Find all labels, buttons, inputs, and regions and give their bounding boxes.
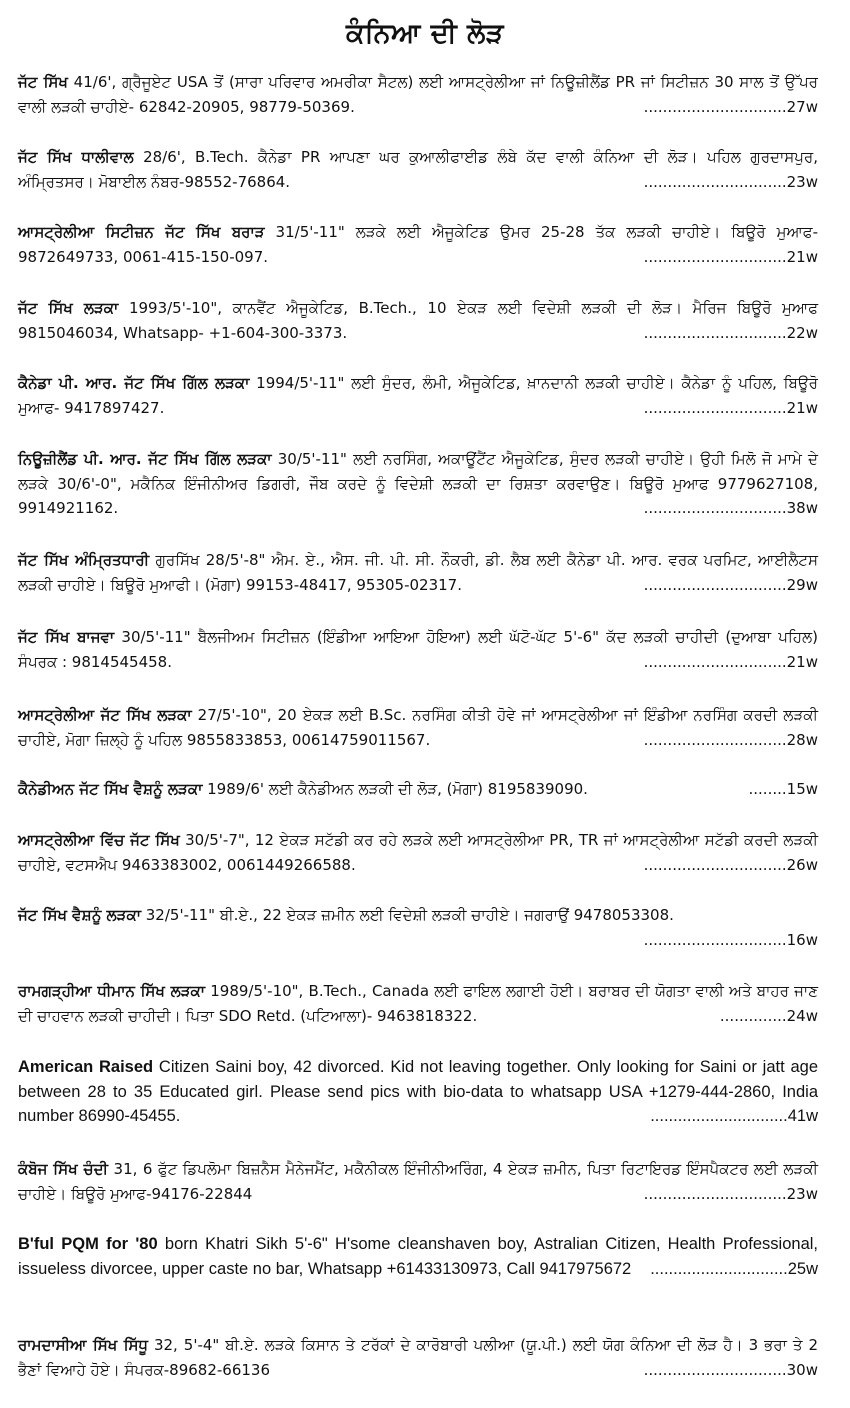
ad-code: ..............................21w bbox=[643, 398, 818, 417]
classified-ad bbox=[18, 903, 818, 952]
ad-text: Citizen Saini boy, 42 divorced. Kid not leaving together. Only looking for Saini or jatt age between 28 to 35 Educated girl. Please send pics with bio-data to whatsapp USA +1279-444-2860, India number 86990-45455. bbox=[18, 1058, 818, 1125]
ad-text: 32, 5'-4" ਬੀ.ਏ. ਲੜਕੇ ਕਿਸਾਨ ਤੇ ਟਰੱਕਾਂ ਦੇ ਕਾਰੋਬਾਰੀ ਪਲੀਆ (ਯੂ.ਪੀ.) ਲਈ ਯੋਗ ਕੰਨਿਆ ਦੀ ਲੋੜ ਹੈ। 3 ਭਰਾ ਤੇ 2 ਭੈਣਾਂ ਵਿਆਹੇ ਹੋਏ। ਸੰਪਰਕ-89682-66136 bbox=[18, 1336, 818, 1379]
ad-code: ..............................28w bbox=[643, 730, 818, 749]
ad-code: ..............................21w bbox=[643, 652, 818, 671]
ad-lead: ਜੱਟ ਸਿੱਖ ਲੜਕਾ bbox=[18, 299, 119, 317]
ad-text: 31/5'-11" ਲੜਕੇ ਲਈ ਐਜੂਕੇਟਿਡ ਉਮਰ 25-28 ਤੱਕ ਲੜਕੀ ਚਾਹੀਏ। ਬਿਊਰੋ ਮੁਆਫ- 9872649733, 0061-415-150-097. bbox=[18, 223, 818, 266]
ad-lead: ਕੈਨੇਡੀਅਨ ਜੱਟ ਸਿੱਖ ਵੈਸ਼ਨੂੰ ਲੜਕਾ bbox=[18, 780, 203, 798]
classified-ad bbox=[18, 828, 818, 877]
ad-code: ..............................23w bbox=[643, 1184, 818, 1203]
ad-text: 30/5'-11" ਲਈ ਨਰਸਿੰਗ, ਅਕਾਊਂਟੈਂਟ ਐਜੂਕੇਟਿਡ, ਸੁੰਦਰ ਲੜਕੀ ਚਾਹੀਏ। ਉਹੀ ਮਿਲੋ ਜੋ ਮਾਮੇ ਦੇ ਲੜਕੇ 30/6'-0", ਮਕੈਨਿਕ ਇੰਜੀਨੀਅਰ ਡਿਗਰੀ, ਜੌਬ ਕਰਦੇ ਨੂੰ ਵਿਦੇਸ਼ੀ ਲੜਕੀ ਦਾ ਰਿਸ਼ਤਾ ਕਰਵਾਉਣ। ਬਿਊਰੋ ਮੁਆਫ 9779627108, 9914921162. bbox=[18, 450, 818, 517]
ad-text: 1994/5'-11" ਲਈ ਸੁੰਦਰ, ਲੰਮੀ, ਐਜੂਕੇਟਿਡ, ਖ਼ਾਨਦਾਨੀ ਲੜਕੀ ਚਾਹੀਏ। ਕੈਨੇਡਾ ਨੂੰ ਪਹਿਲ, ਬਿਊਰੋ ਮੁਆਫ- 9417897427. bbox=[18, 374, 818, 417]
ad-text: born Khatri Sikh 5'-6" H'some cleanshaven boy, Astralian Citizen, Health Professional, issueless divorcee, upper caste no bar, Whatsapp +61433130973, Call 9417975672 bbox=[18, 1235, 818, 1278]
ad-code: ..............................26w bbox=[643, 855, 818, 874]
ad-text: 27/5'-10", 20 ਏਕੜ ਲਈ B.Sc. ਨਰਸਿੰਗ ਕੀਤੀ ਹੋਵੇ ਜਾਂ ਆਸਟ੍ਰੇਲੀਆ ਜਾਂ ਇੰਡੀਆ ਨਰਸਿੰਗ ਕਰਦੀ ਲੜਕੀ ਚਾਹੀਏ, ਮੋਗਾ ਜ਼ਿਲ੍ਹੇ ਨੂੰ ਪਹਿਲ 9855833853, 00614759011567. bbox=[18, 706, 818, 749]
ad-text: 32/5'-11" ਬੀ.ਏ., 22 ਏਕੜ ਜ਼ਮੀਨ ਲਈ ਵਿਦੇਸ਼ੀ ਲੜਕੀ ਚਾਹੀਏ। ਜਗਰਾਉਂ 9478053308. bbox=[141, 906, 674, 924]
classified-ad bbox=[18, 703, 818, 752]
ad-code: ..............................27w bbox=[643, 97, 818, 116]
ad-code: ..............................30w bbox=[643, 1360, 818, 1379]
ad-lead: B'ful PQM for '80 bbox=[18, 1235, 158, 1253]
ad-text: 1989/6' ਲਈ ਕੈਨੇਡੀਅਨ ਲੜਕੀ ਦੀ ਲੋੜ, (ਮੋਗਾ) 8195839090. bbox=[202, 780, 588, 798]
ad-code: ........15w bbox=[748, 780, 818, 798]
ad-lead: ਕੰਬੋਜ ਸਿੱਖ ਚੰਦੀ bbox=[18, 1160, 109, 1178]
ad-code: ..............................21w bbox=[643, 247, 818, 266]
ad-lead: ਰਾਮਦਾਸੀਆ ਸਿੱਖ ਸਿੱਧੂ bbox=[18, 1336, 148, 1354]
classified-ad bbox=[18, 1333, 818, 1382]
ad-code: ..............24w bbox=[719, 1006, 818, 1025]
classified-ad bbox=[18, 371, 818, 420]
ad-lead: ਆਸਟ੍ਰੇਲੀਆ ਵਿੱਚ ਜੱਟ ਸਿੱਖ bbox=[18, 831, 180, 849]
ad-code: ..............................29w bbox=[643, 575, 818, 594]
ad-text: 41/6', ਗ੍ਰੈਜੂਏਟ USA ਤੋਂ (ਸਾਰਾ ਪਰਿਵਾਰ ਅਮਰੀਕਾ ਸੈਟਲ) ਲਈ ਆਸਟ੍ਰੇਲੀਆ ਜਾਂ ਨਿਊਜ਼ੀਲੈਂਡ PR ਜਾਂ ਸਿਟੀਜ਼ਨ 30 ਸਾਲ ਤੋਂ ਉੱਪਰ ਵਾਲੀ ਲੜਕੀ ਚਾਹੀਏ- 62842-20905, 98779-50369. bbox=[18, 73, 818, 116]
classified-ad bbox=[18, 1232, 818, 1281]
ad-code: ..............................41w bbox=[650, 1107, 818, 1125]
ad-lead: ਜੱਟ ਸਿੱਖ ਬਾਜਵਾ bbox=[18, 628, 115, 646]
ad-lead: ਰਾਮਗੜ੍ਹੀਆ ਧੀਮਾਨ ਸਿੱਖ ਲੜਕਾ bbox=[18, 982, 206, 1000]
classified-ad bbox=[18, 1055, 818, 1129]
ad-code: ..............................16w bbox=[643, 930, 818, 949]
ad-text: 30/5'-11" ਬੈਲਜੀਅਮ ਸਿਟੀਜ਼ਨ (ਇੰਡੀਆ ਆਇਆ ਹੋਇਆ) ਲਈ ਘੱਟੋ-ਘੱਟ 5'-6" ਕੱਦ ਲੜਕੀ ਚਾਹੀਦੀ (ਦੁਆਬਾ ਪਹਿਲ) ਸੰਪਰਕ : 9814545458. bbox=[18, 628, 818, 671]
ad-code: ..............................38w bbox=[643, 499, 818, 517]
classified-ad bbox=[18, 625, 818, 674]
classified-ad bbox=[18, 447, 818, 521]
classified-ad bbox=[18, 777, 818, 802]
ad-lead: ਜੱਟ ਸਿੱਖ ਵੈਸ਼ਨੂੰ ਲੜਕਾ bbox=[18, 906, 141, 924]
ad-code: ..............................23w bbox=[643, 172, 818, 191]
ad-lead: ਜੱਟ ਸਿੱਖ ਅੰਮ੍ਰਿਤਧਾਰੀ bbox=[18, 551, 150, 569]
classified-ad bbox=[18, 296, 818, 345]
classified-ad bbox=[18, 145, 818, 194]
classified-ad bbox=[18, 548, 818, 597]
classified-ad bbox=[18, 979, 818, 1028]
ad-text: 30/5'-7", 12 ਏਕੜ ਸਟੱਡੀ ਕਰ ਰਹੇ ਲੜਕੇ ਲਈ ਆਸਟ੍ਰੇਲੀਆ PR, TR ਜਾਂ ਆਸਟ੍ਰੇਲੀਆ ਸਟੱਡੀ ਕਰਦੀ ਲੜਕੀ ਚਾਹੀਏ, ਵਟਸਐਪ 9463383002, 0061449266588. bbox=[18, 831, 818, 874]
ad-lead: ਨਿਊਜ਼ੀਲੈਂਡ ਪੀ. ਆਰ. ਜੱਟ ਸਿੱਖ ਗਿੱਲ ਲੜਕਾ bbox=[18, 450, 272, 468]
ad-code: ..............................22w bbox=[643, 323, 818, 342]
classified-ad bbox=[18, 220, 818, 269]
ad-lead: American Raised bbox=[18, 1058, 154, 1076]
ad-text: ਗੁਰਸਿੱਖ 28/5'-8" ਐਮ. ਏ., ਐਸ. ਜੀ. ਪੀ. ਸੀ. ਨੌਕਰੀ, ਡੀ. ਲੈਬ ਲਈ ਕੈਨੇਡਾ ਪੀ. ਆਰ. ਵਰਕ ਪਰਮਿਟ, ਆਈਲੈਟਸ ਲੜਕੀ ਚਾਹੀਏ। ਬਿਊਰੋ ਮੁਆਫੀ। (ਮੋਗਾ) 99153-48417, 95305-02317. bbox=[18, 551, 818, 594]
ad-lead: ਜੱਟ ਸਿੱਖ ਧਾਲੀਵਾਲ bbox=[18, 148, 134, 166]
ad-text: 31, 6 ਫੁੱਟ ਡਿਪਲੋਮਾ ਬਿਜ਼ਨੈਸ ਮੈਨੇਜਮੈਂਟ, ਮਕੈਨੀਕਲ ਇੰਜੀਨੀਅਰਿੰਗ, 4 ਏਕੜ ਜ਼ਮੀਨ, ਪਿਤਾ ਰਿਟਾਇਰਡ ਇੰਸਪੈਕਟਰ ਲਈ ਲੜਕੀ ਚਾਹੀਏ। ਬਿਊਰੋ ਮੁਆਫ-94176-22844 bbox=[18, 1160, 818, 1203]
ad-lead: ਆਸਟ੍ਰੇਲੀਆ ਸਿਟੀਜ਼ਨ ਜੱਟ ਸਿੱਖ ਬਰਾੜ bbox=[18, 223, 265, 241]
page-title: ਕੰਨਿਆ ਦੀ ਲੋੜ bbox=[345, 18, 505, 49]
classified-ad bbox=[18, 1157, 818, 1206]
ad-lead: ਆਸਟ੍ਰੇਲੀਆ ਜੱਟ ਸਿੱਖ ਲੜਕਾ bbox=[18, 706, 192, 724]
ad-code: ..............................25w bbox=[650, 1259, 818, 1278]
ad-text: 1993/5'-10", ਕਾਨਵੈਂਟ ਐਜੂਕੇਟਿਡ, B.Tech., 10 ਏਕੜ ਲਈ ਵਿਦੇਸ਼ੀ ਲੜਕੀ ਦੀ ਲੋੜ। ਮੈਰਿਜ ਬਿਊਰੋ ਮੁਆਫ 9815046034, Whatsapp- +1-604-300-3373. bbox=[18, 299, 819, 342]
ad-text: 1989/5'-10", B.Tech., Canada ਲਈ ਫਾਇਲ ਲਗਾਈ ਹੋਈ। ਬਰਾਬਰ ਦੀ ਯੋਗਤਾ ਵਾਲੀ ਅਤੇ ਬਾਹਰ ਜਾਣ ਦੀ ਚਾਹਵਾਨ ਲੜਕੀ ਚਾਹੀਦੀ। ਪਿਤਾ SDO Retd. (ਪਟਿਆਲਾ)- 9463818322. bbox=[18, 982, 818, 1025]
ad-lead: ਜੱਟ ਸਿੱਖ bbox=[18, 73, 68, 91]
classified-ad bbox=[18, 70, 818, 119]
ad-text: 28/6', B.Tech. ਕੈਨੇਡਾ PR ਆਪਣਾ ਘਰ ਕੁਆਲੀਫਾਈਡ ਲੰਬੇ ਕੱਦ ਵਾਲੀ ਕੰਨਿਆ ਦੀ ਲੋੜ। ਪਹਿਲ ਗੁਰਦਾਸਪੁਰ, ਅੰਮ੍ਰਿਤਸਰ। ਮੋਬਾਈਲ ਨੰਬਰ-98552-76864. bbox=[18, 148, 818, 191]
ad-lead: ਕੈਨੇਡਾ ਪੀ. ਆਰ. ਜੱਟ ਸਿੱਖ ਗਿੱਲ ਲੜਕਾ bbox=[18, 374, 250, 392]
